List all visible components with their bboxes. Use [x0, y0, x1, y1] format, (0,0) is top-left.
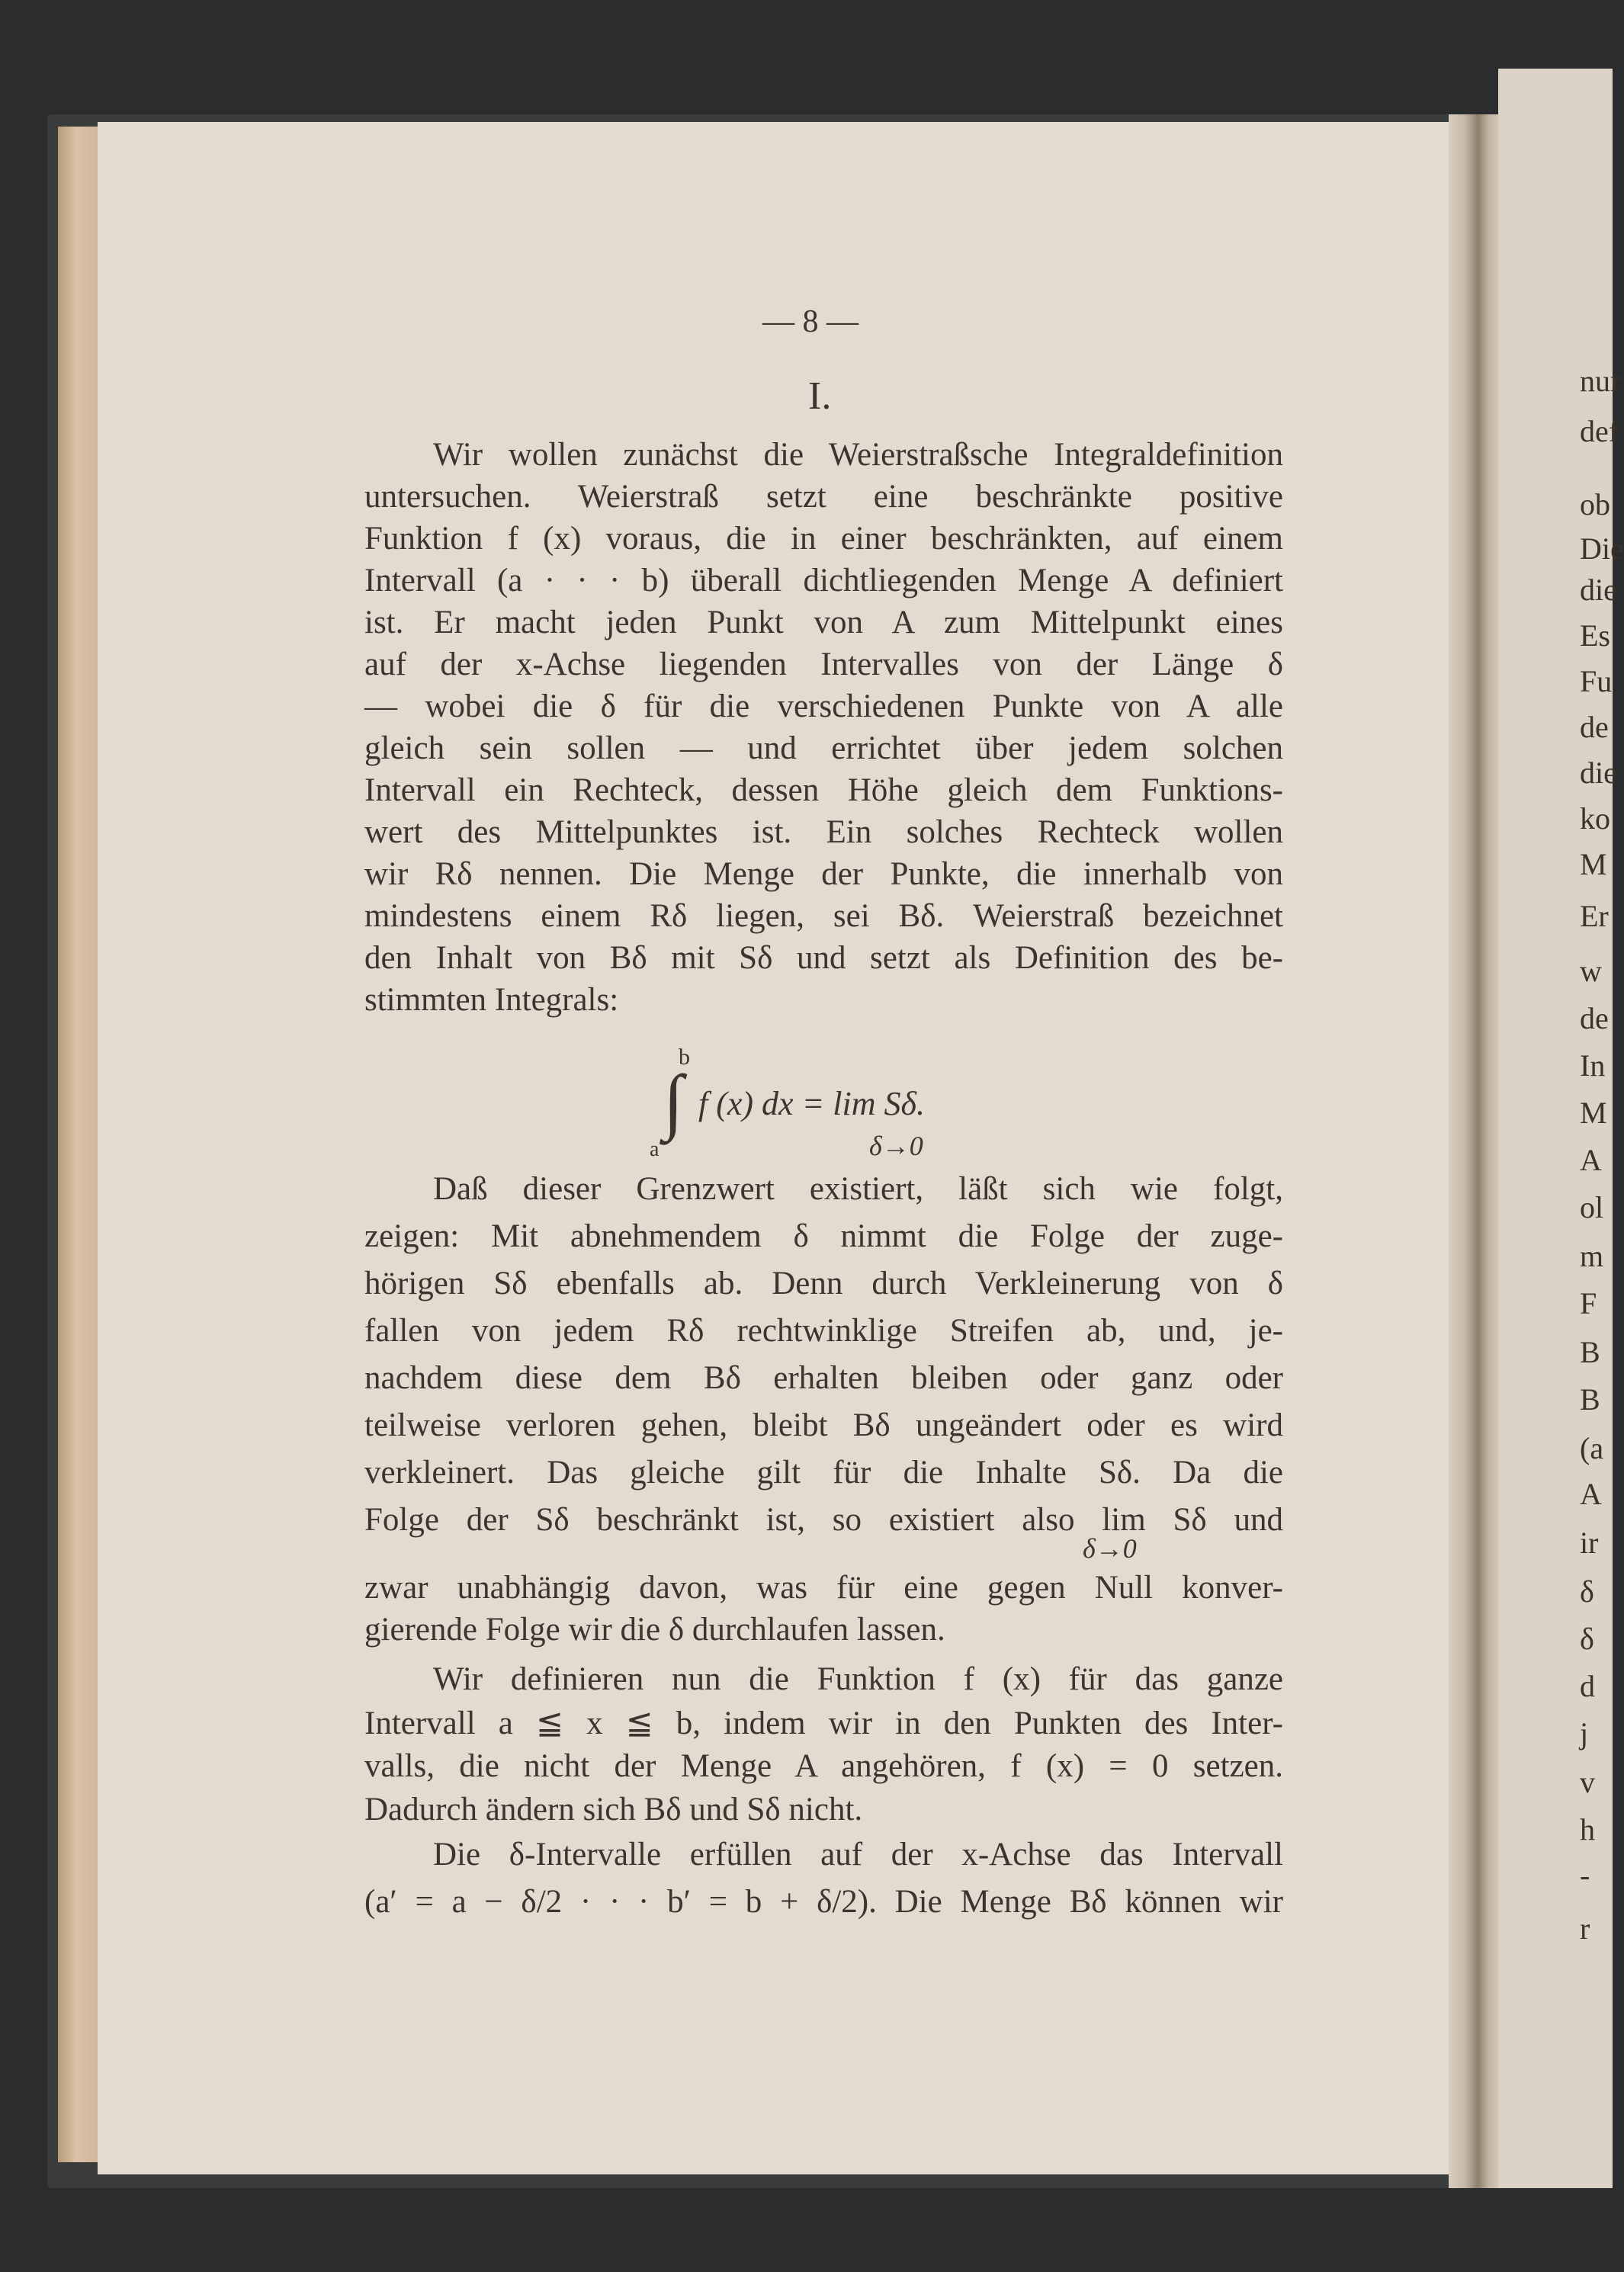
text-line: mindestens einem Rδ liegen, sei Bδ. Weierstraß bezeichnet: [364, 898, 1283, 934]
text-line: wert des Mittelpunktes ist. Ein solches Rechteck wollen: [364, 814, 1283, 850]
facing-page-fragment: In: [1580, 1048, 1606, 1083]
integrand: f (x) dx = lim Sδ.: [698, 1085, 925, 1122]
facing-page: [1498, 69, 1624, 2188]
facing-page-fragment: Er: [1580, 899, 1609, 933]
text-line: verkleinert. Das gleiche gilt für die Inhalte Sδ. Da die: [364, 1455, 1283, 1491]
text-line: ist. Er macht jeden Punkt von A zum Mittelpunkt eines: [364, 605, 1283, 640]
facing-page-fragment: ol: [1580, 1190, 1604, 1224]
text-line: zeigen: Mit abnehmendem δ nimmt die Folge der zuge-: [364, 1218, 1283, 1254]
text-line: Dadurch ändern sich Bδ und Sδ nicht.: [364, 1792, 863, 1828]
facing-page-fragment: Es: [1580, 618, 1610, 653]
facing-page-fragment: v: [1580, 1765, 1595, 1799]
facing-page-fragment: ko: [1580, 801, 1610, 836]
text-line: Daß dieser Grenzwert existiert, läßt sich wie folgt,: [433, 1171, 1283, 1207]
text-line: Folge der Sδ beschränkt ist, so existiert also lim Sδ und: [364, 1502, 1283, 1538]
text-line: auf der x-Achse liegenden Intervalles von der Länge δ: [364, 647, 1283, 682]
text-line: Intervall (a · · · b) überall dichtliegenden Menge A definiert: [364, 563, 1283, 598]
facing-page-fragment: F: [1580, 1286, 1597, 1321]
page-edge: [58, 127, 104, 2162]
facing-page-fragment: Fu: [1580, 664, 1613, 698]
facing-page-fragment: ir: [1580, 1526, 1599, 1560]
text-line: nachdem diese dem Bδ erhalten bleiben oder ganz oder: [364, 1360, 1283, 1396]
facing-page-fragment: die: [1580, 573, 1617, 607]
facing-page-fragment: δ: [1580, 1622, 1594, 1656]
facing-page-fragment: w: [1580, 954, 1602, 988]
text-line: (a′ = a − δ/2 · · · b′ = b + δ/2). Die Menge Bδ können wir: [364, 1884, 1283, 1920]
facing-page-fragment: M: [1580, 847, 1607, 881]
facing-page-fragment: die: [1580, 756, 1617, 790]
text-line: valls, die nicht der Menge A angehören, f (x) = 0 setzen.: [364, 1748, 1283, 1784]
integral-formula: [648, 1045, 1045, 1159]
text-line: Intervall ein Rechteck, dessen Höhe gleich dem Funktions-: [364, 772, 1283, 808]
text-line: — wobei die δ für die verschiedenen Punkte von A alle: [364, 688, 1283, 724]
page-number: — 8 —: [762, 304, 859, 339]
integral-sign: ∫: [663, 1060, 684, 1141]
facing-page-fragment: (a: [1580, 1431, 1604, 1465]
facing-page-fragment: h: [1580, 1812, 1595, 1847]
facing-page-fragment: nur: [1580, 364, 1621, 398]
text-line: untersuchen. Weierstraß setzt eine beschränkte positive: [364, 479, 1283, 515]
text-line: den Inhalt von Bδ mit Sδ und setzt als Definition des be-: [364, 940, 1283, 976]
facing-page-fragment: de: [1580, 1001, 1609, 1035]
facing-page-fragment: A: [1580, 1477, 1602, 1511]
text-line: Funktion f (x) voraus, die in einer beschränkten, auf einem: [364, 521, 1283, 557]
facing-page-fragment: ob: [1580, 487, 1610, 521]
section-heading: I.: [808, 374, 832, 418]
integral-lower-limit: a: [650, 1138, 660, 1161]
facing-page-fragment: B: [1580, 1382, 1600, 1417]
text-line: teilweise verloren gehen, bleibt Bδ ungeändert oder es wird: [364, 1407, 1283, 1443]
text-line: gleich sein sollen — und errichtet über jedem solchen: [364, 730, 1283, 766]
facing-page-fragment: r: [1580, 1911, 1590, 1946]
text-line: Wir wollen zunächst die Weierstraßsche Integraldefinition: [433, 437, 1283, 473]
text-line: hörigen Sδ ebenfalls ab. Denn durch Verkleinerung von δ: [364, 1266, 1283, 1301]
integral-upper-limit: b: [679, 1045, 690, 1070]
facing-page-fragment: A: [1580, 1143, 1602, 1177]
facing-page-fragment: def: [1580, 414, 1619, 448]
facing-page-fragment: -: [1580, 1858, 1590, 1892]
book-gutter: [1449, 114, 1502, 2188]
text-line: fallen von jedem Rδ rechtwinklige Streifen ab, und, je-: [364, 1313, 1283, 1349]
limit-subscript: δ→0: [869, 1131, 923, 1161]
facing-page-fragment: de: [1580, 710, 1609, 744]
text-line: Die δ-Intervalle erfüllen auf der x-Achse das Intervall: [433, 1837, 1283, 1872]
facing-page-fragment: B: [1580, 1335, 1600, 1369]
text-line: Intervall a ≦ x ≦ b, indem wir in den Punkten des Inter-: [364, 1706, 1283, 1741]
facing-page-fragment: m: [1580, 1239, 1604, 1273]
facing-page-fragment: Die: [1580, 531, 1624, 566]
text-line: gierende Folge wir die δ durchlaufen lassen.: [364, 1612, 945, 1648]
text-line: Wir definieren nun die Funktion f (x) für das ganze: [433, 1661, 1283, 1697]
facing-page-fragment: d: [1580, 1669, 1595, 1703]
facing-page-fragment: δ: [1580, 1574, 1594, 1609]
text-line: zwar unabhängig davon, was für eine gegen Null konver-: [364, 1570, 1283, 1606]
text-line: wir Rδ nennen. Die Menge der Punkte, die innerhalb von: [364, 856, 1283, 892]
facing-page-fragment: j: [1580, 1716, 1589, 1751]
facing-page-fragment: M: [1580, 1096, 1607, 1130]
text-line: stimmten Integrals:: [364, 982, 619, 1018]
limit-subscript-2: δ→0: [1083, 1533, 1137, 1564]
